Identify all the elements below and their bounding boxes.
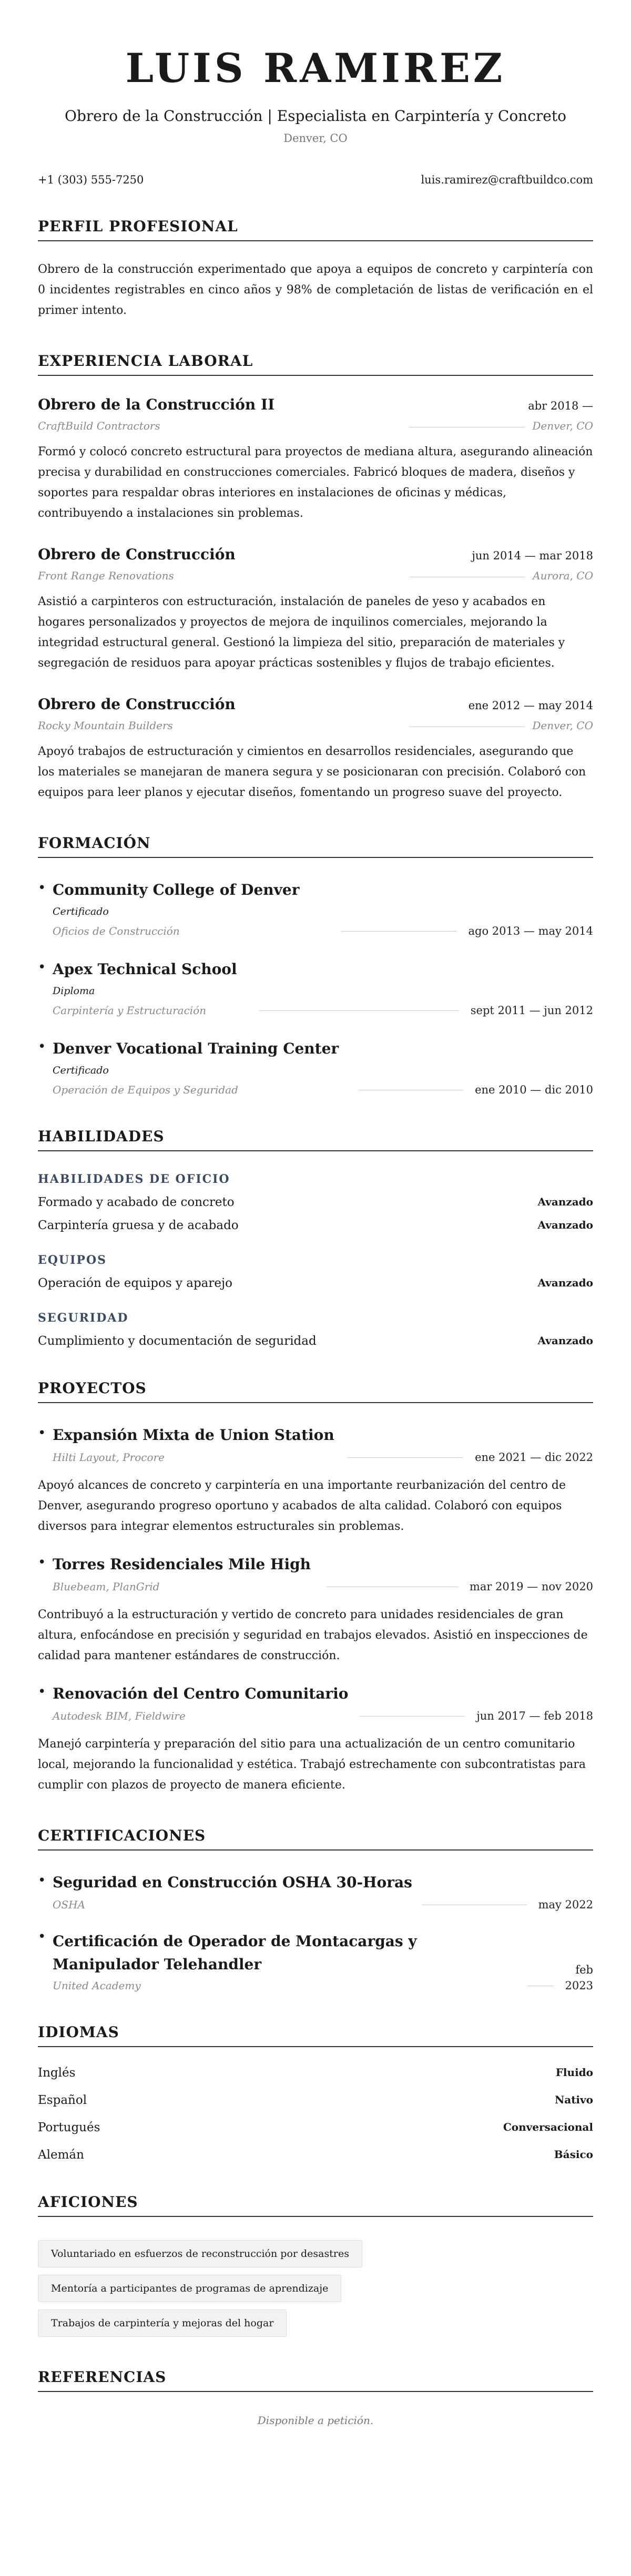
field-of-study: Carpintería y Estructuración <box>53 1004 207 1017</box>
section-title-projects: PROYECTOS <box>38 1379 593 1403</box>
language-item <box>38 2148 593 2162</box>
certification-issuer: United Academy <box>53 1979 141 1992</box>
email: luis.ramirez@craftbuildco.com <box>421 173 593 186</box>
skill-item <box>38 1334 593 1348</box>
language-level: Básico <box>554 2148 593 2161</box>
education-item <box>38 1040 593 1096</box>
education-dates: sept 2011 — jun 2012 <box>470 1004 593 1017</box>
skill-item <box>38 1195 593 1209</box>
job-dates: ene 2012 — may 2014 <box>468 699 593 712</box>
job-title: Obrero de la Construcción II <box>38 396 275 413</box>
degree: Certificado <box>53 1065 109 1076</box>
language-name: Portugués <box>38 2121 100 2134</box>
hobbies-list <box>38 2233 593 2337</box>
education-dates: ago 2013 — may 2014 <box>468 925 593 937</box>
project-description: Contribuyó a la estructuración y vertido de concreto para unidades residenciales de gran altura, enfocándose en precisión y seguridad en trabajos elevados. Asistió en inspecciones de calidad para mantener estándares de construcción. <box>38 1608 588 1662</box>
hobby-tag: Trabajos de carpintería y mejoras del hogar <box>38 2309 287 2337</box>
project-dates: mar 2019 — nov 2020 <box>469 1580 593 1593</box>
certification-item <box>38 1930 593 1992</box>
certification-date-year: 2023 <box>565 1979 593 1992</box>
skills-list <box>38 1172 593 1348</box>
languages-list <box>38 2066 593 2162</box>
certification-item <box>38 1874 593 1911</box>
company-name: Front Range Renovations <box>38 569 174 582</box>
experience-item <box>38 396 593 524</box>
location: Denver, CO <box>283 132 348 145</box>
section-title-hobbies: AFICIONES <box>38 2193 593 2217</box>
project-tools: Bluebeam, PlanGrid <box>53 1580 160 1593</box>
skill-level: Avanzado <box>537 1334 593 1347</box>
job-dates: abr 2018 — <box>528 400 593 412</box>
certifications-list <box>38 1874 593 1992</box>
skill-level: Avanzado <box>537 1219 593 1231</box>
school-name: • Denver Vocational Training Center <box>53 1040 339 1057</box>
hobby-tag: Mentoría a participantes de programas de aprendizaje <box>38 2275 341 2302</box>
experience-item <box>38 546 593 673</box>
phone: +1 (303) 555-7250 <box>38 173 144 186</box>
resume-page <box>38 0 593 2427</box>
language-name: Español <box>38 2093 87 2107</box>
section-title-languages: IDIOMAS <box>38 2023 593 2047</box>
job-dates: jun 2014 — mar 2018 <box>472 549 593 562</box>
job-location: Aurora, CO <box>533 569 593 582</box>
project-item <box>38 1685 593 1795</box>
skill-name: Carpintería gruesa y de acabado <box>38 1219 239 1232</box>
project-item <box>38 1426 593 1537</box>
leader-line <box>259 1010 459 1011</box>
project-name: • Torres Residenciales Mile High <box>53 1556 311 1573</box>
project-dates: jun 2017 — feb 2018 <box>476 1710 593 1722</box>
language-level: Nativo <box>554 2093 593 2106</box>
section-title-experience: EXPERIENCIA LABORAL <box>38 352 593 376</box>
language-name: Alemán <box>38 2148 84 2162</box>
job-title: Obrero de Construcción <box>38 696 236 713</box>
job-location: Denver, CO <box>532 420 593 432</box>
project-item <box>38 1556 593 1666</box>
skill-category: EQUIPOS <box>38 1253 107 1267</box>
certification-name: • Seguridad en Construcción OSHA 30-Horas <box>53 1874 412 1891</box>
job-description: Formó y colocó concreto estructural para proyectos de mediana altura, asegurando alineación precisa y durabilidad en construcciones comerciales. Fabricó bloques de madera, diseños y soportes para respaldar obras interiores en instalaciones de oficinas y médicas, contribuyendo a instalaciones sin problemas. <box>38 445 593 520</box>
project-dates: ene 2021 — dic 2022 <box>475 1451 593 1464</box>
leader-line <box>348 1457 463 1458</box>
certification-date-month: feb <box>575 1964 593 1976</box>
experience-list <box>38 396 593 803</box>
company-name: CraftBuild Contractors <box>38 420 160 432</box>
education-list <box>38 881 593 1096</box>
job-description: Asistió a carpinteros con estructuración, instalación de paneles de yeso y acabados en hogares personalizados y proyectos de mejora de inquilinos comerciales, mejorando la integridad estructural general. Gestionó la limpieza del sitio, preparación de materiales y segregación de residuos para apoyar prácticas sostenibles y flujos de trabajo eficientes. <box>38 595 565 670</box>
project-tools: Autodesk BIM, Fieldwire <box>53 1710 186 1722</box>
language-level: Fluido <box>555 2066 593 2079</box>
skill-category: SEGURIDAD <box>38 1311 129 1325</box>
section-title-skills: HABILIDADES <box>38 1128 593 1151</box>
degree: Diploma <box>53 985 95 997</box>
job-location: Denver, CO <box>532 719 593 732</box>
section-title-profile: PERFIL PROFESIONAL <box>38 218 593 241</box>
company-name: Rocky Mountain Builders <box>38 719 173 732</box>
education-item <box>38 881 593 937</box>
language-level: Conversacional <box>503 2121 593 2133</box>
skill-category: HABILIDADES DE OFICIO <box>38 1172 230 1186</box>
skill-level: Avanzado <box>537 1195 593 1208</box>
profile-summary: Obrero de la construcción experimentado que apoya a equipos de concreto y carpintería con 0 incidentes registrables en cinco años y 98% de completación de listas de verificación en el primer intento. <box>38 263 593 317</box>
section-title-certifications: CERTIFICACIONES <box>38 1827 593 1851</box>
degree: Certificado <box>53 906 109 917</box>
project-description: Apoyó alcances de concreto y carpintería en una importante reurbanización del centro de Denver, asegurando progreso oportuno y acabados de alta calidad. Colaboró con equipos diversos para integrar elementos estructurales sin problemas. <box>38 1479 566 1533</box>
skill-name: Cumplimiento y documentación de seguridad <box>38 1334 317 1348</box>
school-name: • Community College of Denver <box>53 881 300 898</box>
candidate-name: LUIS RAMIREZ <box>125 45 506 91</box>
projects-list <box>38 1426 593 1795</box>
job-description: Apoyó trabajos de estructuración y cimientos en desarrollos residenciales, asegurando que los materiales se manejaran de manera segura y se posicionaran con precisión. Colaboró con equipos para leer planos y ejecutar diseños, fomentando un progreso suave del proyecto. <box>38 745 586 799</box>
project-name: • Renovación del Centro Comunitario <box>53 1685 349 1702</box>
certification-name: • Certificación de Operador de Montacargas y Manipulador Telehandler <box>53 1933 417 1973</box>
language-item <box>38 2093 593 2107</box>
project-name: • Expansión Mixta de Union Station <box>53 1426 334 1444</box>
section-title-references: REFERENCIAS <box>38 2368 593 2392</box>
language-name: Inglés <box>38 2066 76 2080</box>
school-name: • Apex Technical School <box>53 960 237 978</box>
contact-row <box>38 173 593 186</box>
field-of-study: Oficios de Construcción <box>53 925 180 937</box>
job-title: Obrero de Construcción <box>38 546 236 563</box>
education-item <box>38 960 593 1017</box>
skill-name: Operación de equipos y aparejo <box>38 1276 232 1290</box>
hobby-tag: Voluntariado en esfuerzos de reconstrucción por desastres <box>38 2240 362 2267</box>
section-title-education: FORMACIÓN <box>38 834 593 858</box>
education-dates: ene 2010 — dic 2010 <box>475 1083 593 1096</box>
language-item <box>38 2121 593 2134</box>
certification-date: may 2022 <box>538 1898 593 1911</box>
certification-issuer: OSHA <box>53 1898 85 1911</box>
leader-line <box>341 931 457 932</box>
resume-header <box>38 0 593 145</box>
project-description: Manejó carpintería y preparación del sitio para una actualización de un centro comunitario local, mejorando la funcionalidad y estética. Trabajó estrechamente con subcontratistas para cumplir con plazos de proyecto de manera eficiente. <box>38 1737 586 1792</box>
skill-level: Avanzado <box>537 1276 593 1289</box>
experience-item <box>38 696 593 803</box>
field-of-study: Operación de Equipos y Seguridad <box>53 1083 238 1096</box>
skill-item <box>38 1276 593 1290</box>
language-item <box>38 2066 593 2080</box>
headline: Obrero de la Construcción | Especialista en Carpintería y Concreto <box>65 107 566 125</box>
skill-item <box>38 1219 593 1232</box>
project-tools: Hilti Layout, Procore <box>53 1451 165 1464</box>
skill-name: Formado y acabado de concreto <box>38 1195 235 1209</box>
references-text: Disponible a petición. <box>257 2414 374 2427</box>
